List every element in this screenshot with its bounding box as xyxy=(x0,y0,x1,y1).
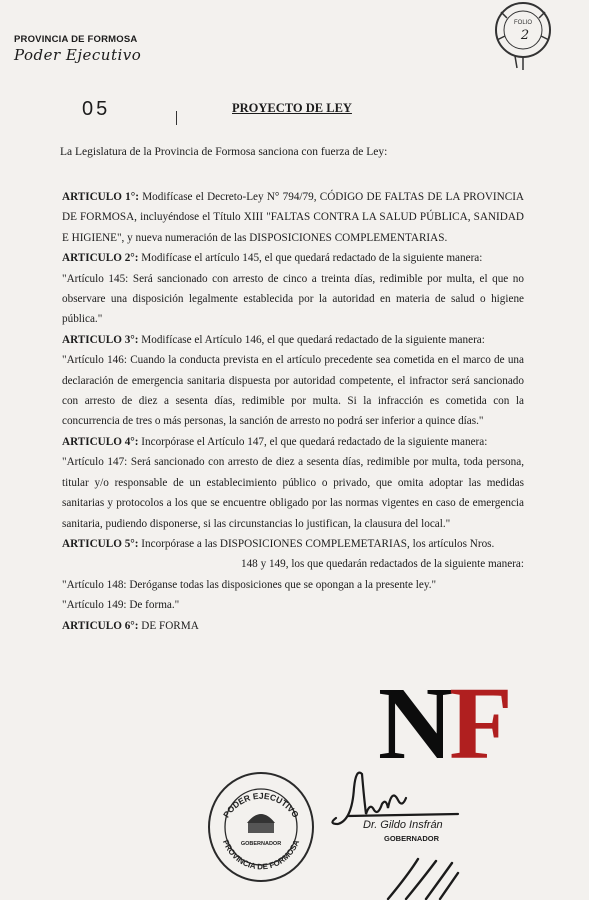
article-4-head: ARTICULO 4°: xyxy=(62,435,139,448)
seal-bottom-text: PROVINCIA DE FORMOSA xyxy=(220,838,302,872)
article-5-text: Incorpórase a las DISPOSICIONES COMPLEMETARIAS, los artículos Nros. xyxy=(141,537,495,550)
article-3-head: ARTICULO 3°: xyxy=(62,333,139,346)
article-2 xyxy=(62,248,524,268)
article-5-quote-1: "Artículo 148: Deróganse todas las disposiciones que se opongan a la presente ley." xyxy=(62,578,437,591)
letterhead-branch: Poder Ejecutivo xyxy=(14,46,142,64)
article-3 xyxy=(62,330,524,350)
article-2-head: ARTICULO 2°: xyxy=(62,252,139,265)
seal-emblem-icon xyxy=(247,814,275,823)
intro-text: La Legislatura de la Provincia de Formosa sanciona con fuerza de Ley: xyxy=(60,146,388,158)
article-2-text: Modifícase el artículo 145, el que quedará redactado de la siguiente manera: xyxy=(141,252,483,265)
folio-stamp xyxy=(487,0,557,70)
article-5-head: ARTICULO 5°: xyxy=(62,537,139,550)
handwritten-marks xyxy=(378,855,508,900)
document-number: 05 xyxy=(82,98,111,120)
letterhead-province: PROVINCIA DE FORMOSA xyxy=(14,34,138,45)
folio-number: 2 xyxy=(520,28,530,43)
document-title: PROYECTO DE LEY xyxy=(232,101,352,115)
article-1-text: Modifícase el Decreto-Ley N° 794/79, CÓDIGO DE FALTAS DE LA PROVINCIA DE FORMOSA, incluyéndose el Título XIII "FALTAS CONTRA LA SALUD PÚBLICA, SANIDAD E HIGIENE", y nueva numeración de las DISPOSICIONES COMPLEMENTARIAS. xyxy=(62,191,524,244)
nf-letter-f: F xyxy=(449,666,509,781)
letterhead xyxy=(14,34,141,64)
signatory-name: Dr. Gildo Insfrán xyxy=(363,819,443,831)
folio-label: FOLIO xyxy=(513,20,533,26)
governor-seal xyxy=(205,765,317,883)
article-5-text-continued: 148 y 149, los que quedarán redactados de la siguiente manera: xyxy=(240,558,524,571)
article-1-head: ARTICULO 1°: xyxy=(62,191,139,203)
handwritten-signature xyxy=(318,758,468,828)
article-3-text: Modifícase el Artículo 146, el que quedará redactado de la siguiente manera: xyxy=(141,333,485,346)
article-3-quote: "Artículo 146: Cuando la conducta prevista en el artículo precedente sea cometida en el marco de una declaración de emergencia sanitaria dispuesta por autoridad competente, el infractor será sancionado con arresto de diez a sesenta días, redimible por multa. Si la infracción es cometida con la concurrencia de tres o más personas, la sanción de arresto no podrá ser inferior a quince días." xyxy=(62,354,524,428)
signatory-role: GOBERNADOR xyxy=(384,834,440,843)
nf-letter-n: N xyxy=(378,666,450,781)
article-6-text: DE FORMA xyxy=(141,619,199,632)
article-6 xyxy=(62,616,524,636)
seal-top-text: PODER EJECUTIVO xyxy=(220,790,301,820)
article-2-quote: "Artículo 145: Será sancionado con arresto de cinco a treinta días, redimible por multa, el que no observare una disposición legalmente establecida por la autoridad en materia de salud o higiene pública." xyxy=(62,272,524,326)
seal-center-text: GOBERNADOR xyxy=(240,841,282,847)
article-5 xyxy=(62,534,524,554)
article-4 xyxy=(62,432,524,452)
article-4-quote: "Artículo 147: Será sancionado con arresto de diez a sesenta días, redimible por multa, toda persona, titular y/o responsable de un establecimiento público o privado, que omita adoptar las medidas sanitarias y protocolos a los que se encuentre obligado por las normas vigentes en caso de emergencia sanitaria, pudiendo disponerse, si las circunstancias lo justifican, la clausura del local." xyxy=(62,456,524,530)
article-6-head: ARTICULO 6°: xyxy=(62,619,139,632)
article-5-quote-2: "Artículo 149: De forma." xyxy=(62,599,180,612)
article-4-text: Incorpórase el Artículo 147, el que quedará redactado de la siguiente manera: xyxy=(141,435,488,448)
article-1 xyxy=(62,187,524,248)
document-body xyxy=(62,187,524,636)
divider-mark xyxy=(176,111,177,125)
